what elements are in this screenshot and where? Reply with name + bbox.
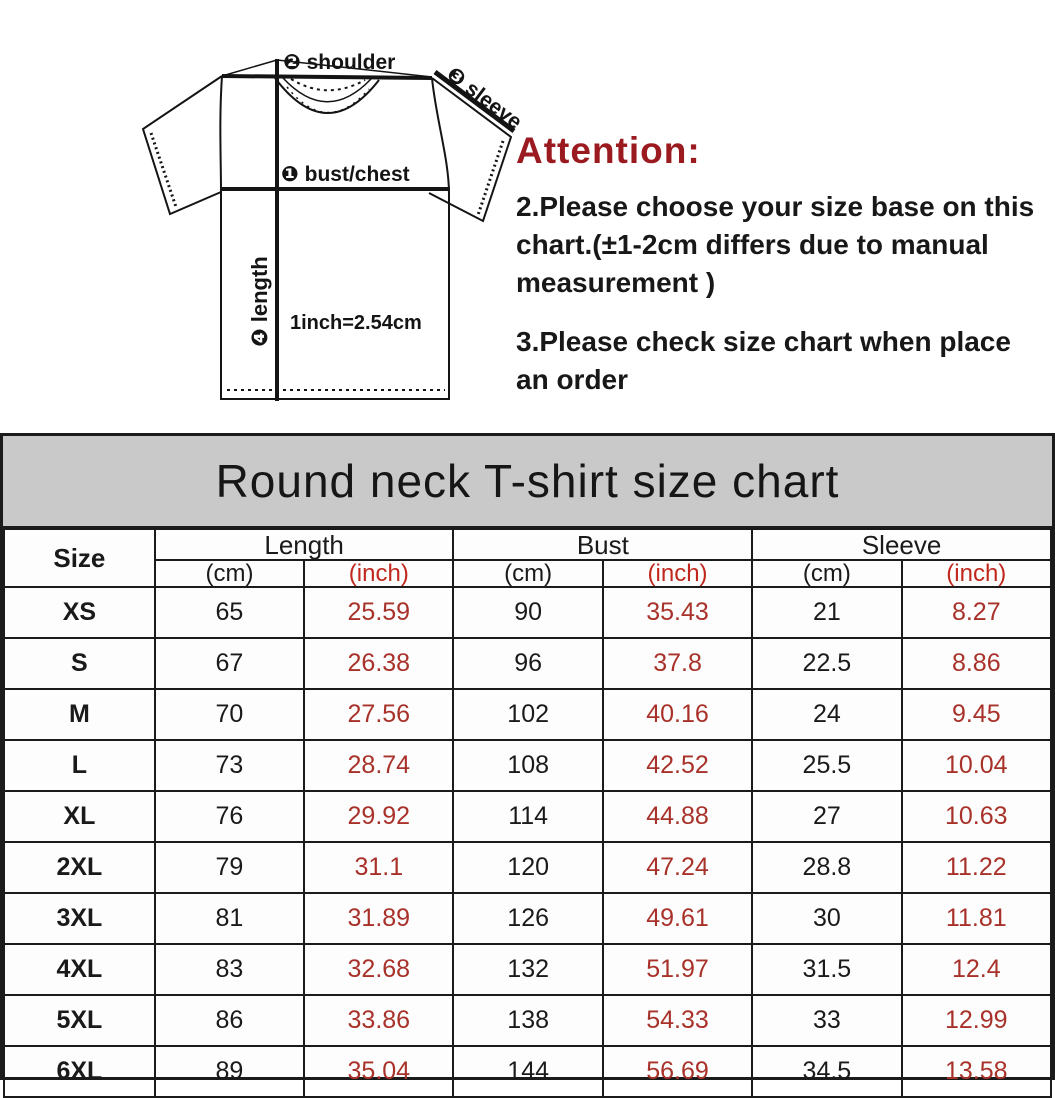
size-chart-table xyxy=(3,528,1052,1098)
bust-chest-label: ❶ bust/chest xyxy=(281,163,410,186)
inch-cell: 28.74 xyxy=(304,740,453,791)
inch-cell: 37.8 xyxy=(603,638,752,689)
cm-cell: 132 xyxy=(453,944,602,995)
attention-item-2: 2.Please choose your size base on this chart.(±1-2cm differs due to manual measurement ) xyxy=(516,191,1035,298)
attention-item-3: 3.Please check size chart when place an order xyxy=(516,326,1011,396)
cm-cell: 114 xyxy=(453,791,602,842)
inch-cell: 56.69 xyxy=(603,1046,752,1097)
sleeve-label: ❸ sleeve xyxy=(441,62,525,134)
table-row xyxy=(4,893,1051,944)
size-chart-title: Round neck T-shirt size chart xyxy=(3,436,1052,528)
collar-back-dashed-arc xyxy=(291,79,365,90)
cm-cell: 65 xyxy=(155,587,304,638)
inch-cell: 29.92 xyxy=(304,791,453,842)
tshirt-left-sleeve xyxy=(143,76,222,214)
cm-cell: 76 xyxy=(155,791,304,842)
inch-cell: 25.59 xyxy=(304,587,453,638)
inch-cell: 12.4 xyxy=(902,944,1051,995)
table-row xyxy=(4,740,1051,791)
cm-cell: 138 xyxy=(453,995,602,1046)
inch-cell: 35.04 xyxy=(304,1046,453,1097)
sleeve-cm-header: (cm) xyxy=(752,560,901,587)
length-label: ❹ length xyxy=(247,256,272,347)
cm-cell: 21 xyxy=(752,587,901,638)
cm-cell: 73 xyxy=(155,740,304,791)
length-inch-header: (inch) xyxy=(304,560,453,587)
shoulder-pointer-left xyxy=(222,60,277,76)
table-row xyxy=(4,638,1051,689)
size-chart-panel xyxy=(0,433,1055,1085)
tshirt-diagram-svg xyxy=(115,28,525,420)
tshirt-measurement-diagram xyxy=(115,28,525,420)
cm-cell: 126 xyxy=(453,893,602,944)
tshirt-body-outline xyxy=(220,76,449,399)
inch-cell: 33.86 xyxy=(304,995,453,1046)
table-row xyxy=(4,944,1051,995)
inch-cell: 27.56 xyxy=(304,689,453,740)
cm-cell: 79 xyxy=(155,842,304,893)
size-cell: XL xyxy=(4,791,155,842)
inch-conversion-note: 1inch=2.54cm xyxy=(290,312,422,334)
inch-cell: 31.1 xyxy=(304,842,453,893)
unit-header-row xyxy=(4,560,1051,587)
size-table-body xyxy=(4,587,1051,1097)
inch-cell: 12.99 xyxy=(902,995,1051,1046)
inch-cell: 26.38 xyxy=(304,638,453,689)
cm-cell: 120 xyxy=(453,842,602,893)
inch-cell: 11.22 xyxy=(902,842,1051,893)
inch-cell: 31.89 xyxy=(304,893,453,944)
inch-cell: 47.24 xyxy=(603,842,752,893)
table-row xyxy=(4,587,1051,638)
inch-cell: 13.58 xyxy=(902,1046,1051,1097)
bust-cm-header: (cm) xyxy=(453,560,602,587)
inch-cell: 8.86 xyxy=(902,638,1051,689)
cm-cell: 70 xyxy=(155,689,304,740)
size-cell: 3XL xyxy=(4,893,155,944)
inch-cell: 44.88 xyxy=(603,791,752,842)
cm-cell: 144 xyxy=(453,1046,602,1097)
cm-cell: 86 xyxy=(155,995,304,1046)
cm-cell: 67 xyxy=(155,638,304,689)
sleeve-inch-header: (inch) xyxy=(902,560,1051,587)
size-cell: L xyxy=(4,740,155,791)
collar-outer-arc xyxy=(275,78,379,113)
inch-cell: 54.33 xyxy=(603,995,752,1046)
column-group-length: Length xyxy=(155,529,454,560)
inch-cell: 35.43 xyxy=(603,587,752,638)
table-row xyxy=(4,1046,1051,1097)
table-row xyxy=(4,842,1051,893)
cm-cell: 33 xyxy=(752,995,901,1046)
group-header-row xyxy=(4,529,1051,560)
cm-cell: 96 xyxy=(453,638,602,689)
cm-cell: 27 xyxy=(752,791,901,842)
inch-cell: 42.52 xyxy=(603,740,752,791)
inch-cell: 10.04 xyxy=(902,740,1051,791)
cm-cell: 28.8 xyxy=(752,842,901,893)
cm-cell: 31.5 xyxy=(752,944,901,995)
shoulder-label: ❷ shoulder xyxy=(283,51,396,74)
attention-block xyxy=(516,130,1046,421)
right-cuff-stitches xyxy=(478,141,503,215)
cm-cell: 30 xyxy=(752,893,901,944)
inch-cell: 10.63 xyxy=(902,791,1051,842)
inch-cell: 11.81 xyxy=(902,893,1051,944)
size-cell: 6XL xyxy=(4,1046,155,1097)
cm-cell: 34.5 xyxy=(752,1046,901,1097)
column-header-size: Size xyxy=(4,529,155,587)
inch-cell: 51.97 xyxy=(603,944,752,995)
attention-heading: Attention: xyxy=(516,130,701,171)
size-cell: 5XL xyxy=(4,995,155,1046)
cm-cell: 102 xyxy=(453,689,602,740)
inch-cell: 40.16 xyxy=(603,689,752,740)
cm-cell: 108 xyxy=(453,740,602,791)
size-cell: M xyxy=(4,689,155,740)
size-cell: 4XL xyxy=(4,944,155,995)
table-row xyxy=(4,791,1051,842)
cm-cell: 83 xyxy=(155,944,304,995)
inch-cell: 49.61 xyxy=(603,893,752,944)
size-cell: XS xyxy=(4,587,155,638)
inch-cell: 8.27 xyxy=(902,587,1051,638)
cm-cell: 90 xyxy=(453,587,602,638)
cm-cell: 24 xyxy=(752,689,901,740)
inch-cell: 32.68 xyxy=(304,944,453,995)
bust-inch-header: (inch) xyxy=(603,560,752,587)
column-group-bust: Bust xyxy=(453,529,752,560)
cm-cell: 25.5 xyxy=(752,740,901,791)
length-cm-header: (cm) xyxy=(155,560,304,587)
cm-cell: 89 xyxy=(155,1046,304,1097)
table-row xyxy=(4,995,1051,1046)
cm-cell: 81 xyxy=(155,893,304,944)
shoulder-measure-line xyxy=(222,76,432,78)
size-cell: S xyxy=(4,638,155,689)
table-row xyxy=(4,689,1051,740)
inch-cell: 9.45 xyxy=(902,689,1051,740)
column-group-sleeve: Sleeve xyxy=(752,529,1051,560)
size-cell: 2XL xyxy=(4,842,155,893)
cm-cell: 22.5 xyxy=(752,638,901,689)
